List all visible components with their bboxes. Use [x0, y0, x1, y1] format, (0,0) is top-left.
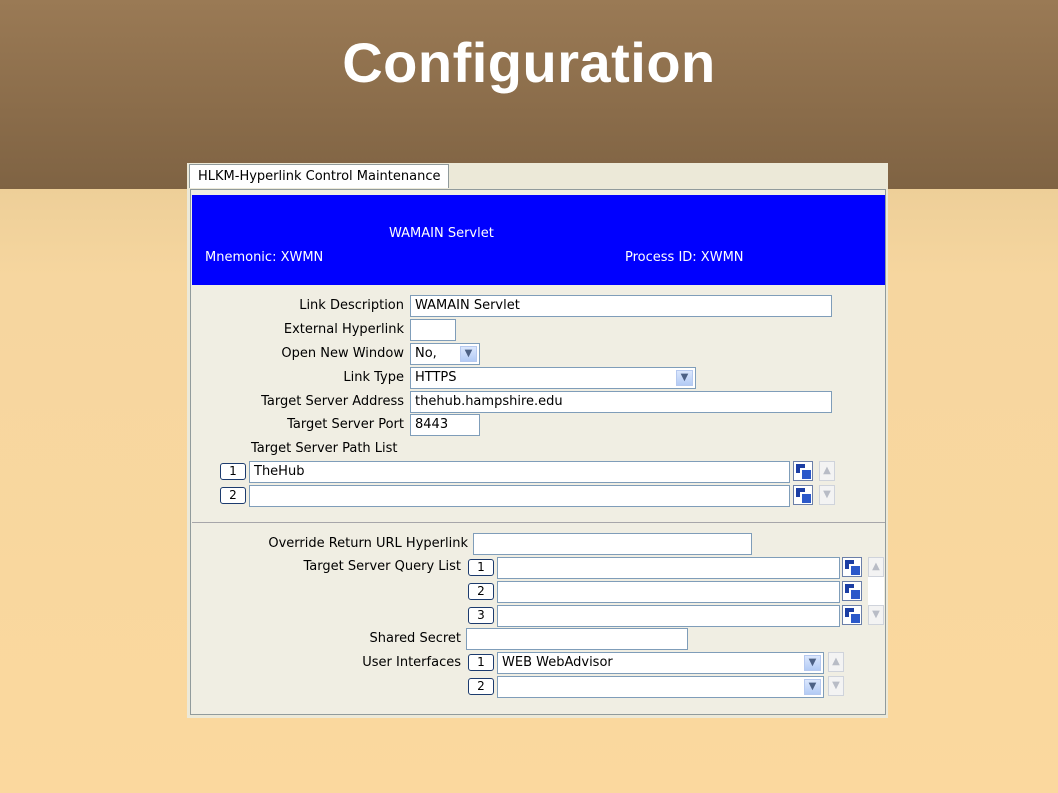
chevron-down-icon[interactable]: ▼ — [460, 346, 477, 362]
query-input-1[interactable] — [497, 557, 840, 579]
query-scrollbar-track[interactable] — [868, 577, 884, 605]
query-input-2[interactable] — [497, 581, 840, 603]
detail-icon[interactable] — [793, 485, 813, 505]
user-interfaces-label: User Interfaces — [362, 655, 461, 670]
scroll-down-icon[interactable]: ▼ — [819, 485, 835, 505]
chevron-down-icon[interactable]: ▼ — [804, 679, 821, 695]
scroll-down-icon[interactable]: ▼ — [828, 676, 844, 696]
override-return-url-input[interactable] — [473, 533, 752, 555]
user-interface-value-1: WEB WebAdvisor — [502, 655, 613, 670]
app-screenshot — [187, 163, 888, 718]
link-type-value: HTTPS — [415, 370, 457, 385]
path-row-number-1[interactable]: 1 — [220, 463, 246, 480]
detail-icon[interactable] — [793, 461, 813, 481]
ui-row-number-2[interactable]: 2 — [468, 678, 494, 695]
scroll-up-icon[interactable]: ▲ — [828, 652, 844, 672]
open-new-window-label: Open New Window — [281, 346, 404, 361]
scroll-up-icon[interactable]: ▲ — [868, 557, 884, 577]
query-row-number-1[interactable]: 1 — [468, 559, 494, 576]
form-header-banner — [192, 195, 885, 285]
target-server-address-input[interactable]: thehub.hampshire.edu — [410, 391, 832, 413]
path-input-1[interactable]: TheHub — [249, 461, 790, 483]
chevron-down-icon[interactable]: ▼ — [676, 370, 693, 386]
detail-icon[interactable] — [842, 581, 862, 601]
query-row-number-3[interactable]: 3 — [468, 607, 494, 624]
ui-row-number-1[interactable]: 1 — [468, 654, 494, 671]
user-interface-select-1[interactable] — [497, 652, 824, 674]
link-type-select[interactable] — [410, 367, 696, 389]
process-id-text: Process ID: XWMN — [625, 250, 744, 265]
scroll-down-icon[interactable]: ▼ — [868, 605, 884, 625]
external-hyperlink-label: External Hyperlink — [283, 322, 404, 337]
query-row-number-2[interactable]: 2 — [468, 583, 494, 600]
open-new-window-value: No, — [415, 346, 437, 361]
path-input-2[interactable] — [249, 485, 790, 507]
open-new-window-select[interactable] — [410, 343, 480, 365]
external-hyperlink-input[interactable] — [410, 319, 456, 341]
shared-secret-input[interactable] — [466, 628, 688, 650]
section-divider — [192, 522, 885, 523]
path-row-number-2[interactable]: 2 — [220, 487, 246, 504]
mnemonic-text: Mnemonic: XWMN — [205, 250, 324, 265]
chevron-down-icon[interactable]: ▼ — [804, 655, 821, 671]
target-server-address-label: Target Server Address — [261, 394, 404, 409]
target-server-query-list-label: Target Server Query List — [303, 559, 461, 574]
shared-secret-label: Shared Secret — [369, 631, 461, 646]
link-description-label: Link Description — [299, 298, 404, 313]
slide-title: Configuration — [342, 31, 716, 94]
scroll-up-icon[interactable]: ▲ — [819, 461, 835, 481]
target-server-port-input[interactable]: 8443 — [410, 414, 480, 436]
query-input-3[interactable] — [497, 605, 840, 627]
target-server-port-label: Target Server Port — [287, 417, 404, 432]
detail-icon[interactable] — [842, 557, 862, 577]
detail-icon[interactable] — [842, 605, 862, 625]
tab-hlkm[interactable]: HLKM-Hyperlink Control Maintenance — [189, 164, 449, 188]
link-description-input[interactable]: WAMAIN Servlet — [410, 295, 832, 317]
user-interface-select-2[interactable] — [497, 676, 824, 698]
override-return-url-label: Override Return URL Hyperlink — [268, 536, 468, 551]
target-server-path-list-label: Target Server Path List — [251, 441, 398, 456]
link-type-label: Link Type — [343, 370, 404, 385]
form-title: WAMAIN Servlet — [389, 226, 494, 241]
